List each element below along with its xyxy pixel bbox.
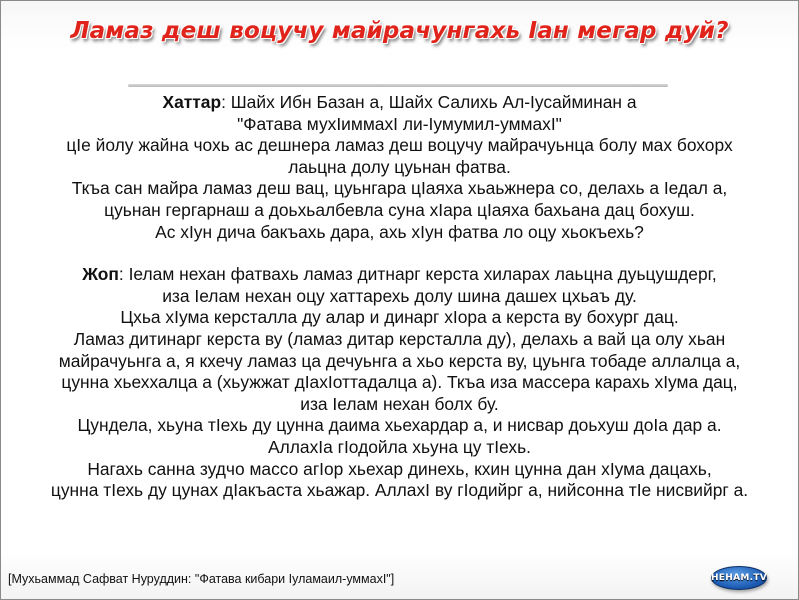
answer-line: иза Iелам нехан болх бу. [300,393,499,414]
answer-line: Нагахь санна зудчо массо агIор хьехар динехь, кхин цунна дан хIума дацахь, [87,458,712,479]
logo-text: НЕНАМ.TV [710,573,768,583]
question-label: Хаттар [162,92,222,112]
slide-content [8,92,791,502]
question-line: лаьцна долу цуьнан фатва. [288,156,511,177]
source-citation: [Мухьаммад Сафват Нуруддин: "Фатава кибари Iуламаил-уммахI"] [8,572,395,586]
answer-line [8,264,791,286]
answer-line: цунна тIехь ду цунах дIакъаста хьажар. АллахI ву гIодийрг а, нийсонна тIе нисвийрг а. [50,480,749,501]
answer-line: майрачуьнга а, я кхечу ламаз ца дечуьнга а хьо керста ву, цуьнга тобаде аллалца а, [58,350,741,371]
channel-logo [711,566,767,590]
paragraph-gap [8,243,791,264]
answer-text: : Iелам нехан фатвахь ламаз дитнарг керста хиларах лаьцна дуьцушдерг, [118,264,717,285]
slide-title: Ламаз деш воцучу майрачунгахь Iан мегар дуй? [70,18,729,44]
answer-line: Цундела, хьуна тIехь ду цунна даима хьехардар а, и нисвар доьхуш доIа дар а. [77,415,722,436]
question-line: цуьнан гергарнаш а доьхьалбевла суна хIара цIаяха бахьана дац бохуш. [104,199,695,220]
answer-line: цунна хьеххалца а (хьужжат дIахIоттадалца а). Ткъа иза массера карахь хIума дац, [61,372,738,393]
answer-line: иза Iелам нехан оцу хаттарехь долу шина дашех цхьаъ ду. [162,285,637,306]
question-line: Ткъа сан майра ламаз деш вац, цуьнгара цIаяха хьаьжнера со, делахь а Iедал а, [71,178,728,199]
answer-line: Ламаз дитинарг керста ву (ламаз дитар керсталла ду), делахь а вай ца олу хьан [73,328,726,349]
title-divider [128,84,668,87]
question-line [8,92,791,114]
answer-label: Жоп [82,264,119,285]
question-line: Ас хIун дича бакъахь дара, ахь хIун фатва ло оцу хьокъехь? [155,221,644,242]
answer-line: Цхьа хIума керсталла ду алар и динарг хIора а керста ву бохург дац. [120,307,679,328]
question-line: "Фатава мухIиммахI ли-Iумумил-уммахI" [237,113,562,134]
answer-line: АллахIа гIодойла хьуна цу тIехь. [268,436,531,457]
question-text: : Шайх Ибн Базан а, Шайх Салихь Ал-Iусайминан а [221,92,637,112]
question-line: цIе йолу жайна чохь ас дешнера ламаз деш воцучу майрачуьнца болу мах бохорх [66,135,733,156]
